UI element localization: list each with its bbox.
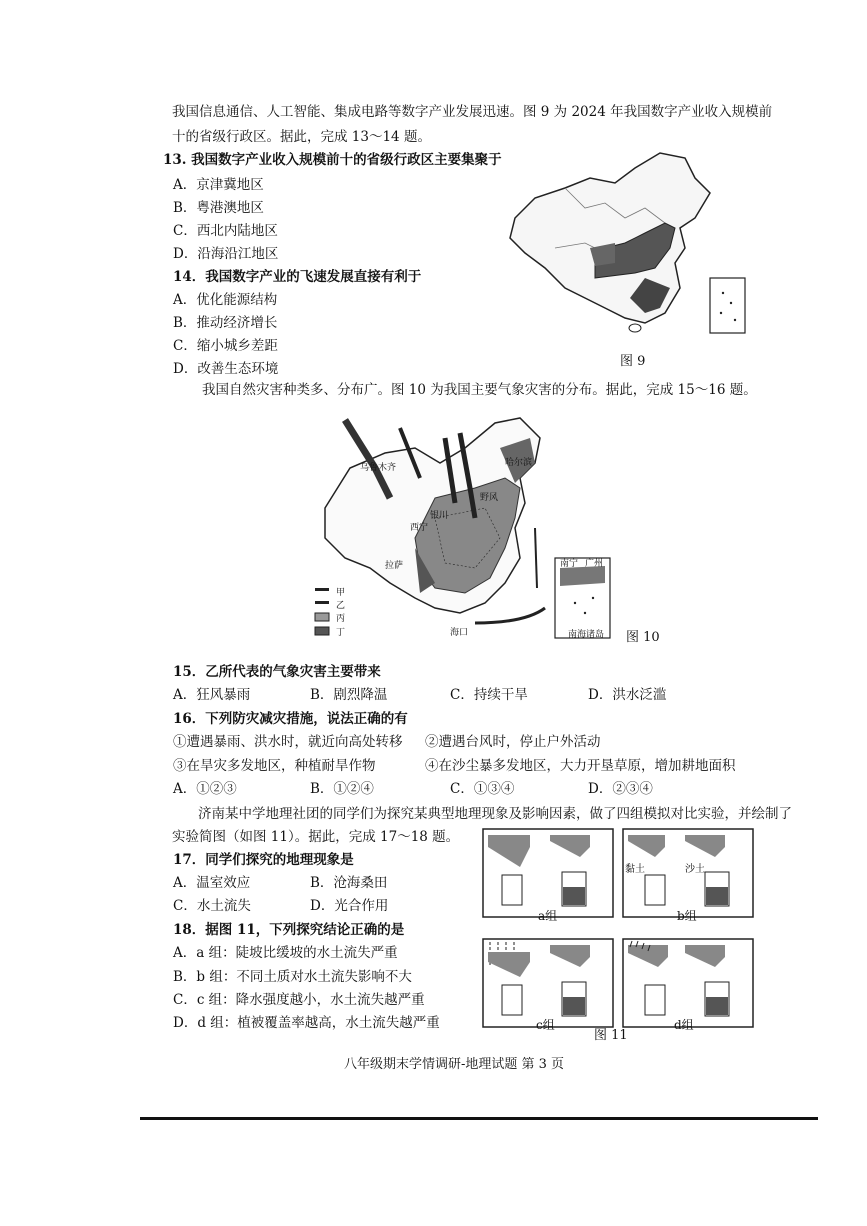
q16-option-d[interactable]: D．②③④ bbox=[588, 781, 653, 797]
q14-option-b[interactable]: B．推动经济增长 bbox=[173, 315, 278, 331]
q16-item-3: ③在旱灾多发地区，种植耐旱作物 bbox=[173, 758, 376, 774]
figure-9-map bbox=[495, 148, 750, 348]
fig11-sand-label: 沙土 bbox=[685, 864, 705, 875]
q15-option-d[interactable]: D．洪水泛滥 bbox=[588, 687, 667, 703]
place-nanning: 南宁 bbox=[560, 559, 579, 569]
q16-option-a[interactable]: A．①②③ bbox=[173, 781, 237, 797]
q14-option-c[interactable]: C．缩小城乡差距 bbox=[173, 338, 278, 354]
figure-11-experiments bbox=[480, 827, 760, 1032]
q14-option-a[interactable]: A．优化能源结构 bbox=[173, 292, 278, 308]
q18-stem: 18．据图 11，下列探究结论正确的是 bbox=[173, 922, 405, 938]
legend-bing: 丙 bbox=[336, 614, 346, 624]
q16-option-c[interactable]: C．①③④ bbox=[450, 781, 515, 797]
place-harbin: 哈尔滨 bbox=[505, 458, 533, 468]
figure-11-caption: 图 11 bbox=[594, 1028, 628, 1043]
q18-option-c[interactable]: C．c 组：降水强度越小，水土流失越严重 bbox=[173, 992, 425, 1008]
q18-option-b[interactable]: B．b 组：不同土质对水土流失影响不大 bbox=[173, 969, 412, 985]
fig11-group-b-label: b组 bbox=[677, 909, 697, 923]
place-haikou: 海口 bbox=[450, 628, 469, 638]
place-urumqi: 乌鲁木齐 bbox=[360, 463, 397, 473]
q15-stem: 15．乙所代表的气象灾害主要带来 bbox=[173, 664, 381, 680]
intro-2-line-1: 我国自然灾害种类多、分布广。图 10 为我国主要气象灾害的分布。据此，完成 15～16 题。 bbox=[202, 382, 757, 398]
q13-option-b[interactable]: B．粤港澳地区 bbox=[173, 200, 264, 216]
fig11-group-c-label: c组 bbox=[536, 1018, 555, 1032]
q18-option-a[interactable]: A．a 组：陡坡比缓坡的水土流失严重 bbox=[173, 945, 398, 961]
q17-option-b[interactable]: B．沧海桑田 bbox=[310, 875, 388, 891]
figure-10-caption: 图 10 bbox=[626, 630, 660, 645]
intro-3-line-1: 济南某中学地理社团的同学们为探究某典型地理现象及影响因素，做了四组模拟对比实验，并绘制了 bbox=[198, 806, 792, 822]
intro-1-line-1: 我国信息通信、人工智能、集成电路等数字产业发展迅速。图 9 为 2024 年我国数字产业收入规模前 bbox=[172, 104, 773, 120]
bottom-rule bbox=[140, 1117, 818, 1120]
fig11-group-d-label: d组 bbox=[674, 1018, 694, 1032]
q13-option-c[interactable]: C．西北内陆地区 bbox=[173, 223, 278, 239]
q14-stem: 14．我国数字产业的飞速发展直接有利于 bbox=[173, 269, 422, 285]
q15-option-b[interactable]: B．剧烈降温 bbox=[310, 687, 388, 703]
figure-10-map bbox=[305, 408, 620, 648]
place-lasa: 拉萨 bbox=[385, 561, 404, 571]
intro-3-line-2: 实验简图（如图 11）。据此，完成 17～18 题。 bbox=[172, 829, 460, 845]
q16-option-b[interactable]: B．①②④ bbox=[310, 781, 374, 797]
q13-option-d[interactable]: D．沿海沿江地区 bbox=[173, 246, 279, 262]
place-guangzhou: 广州 bbox=[585, 559, 604, 569]
place-xining: 西宁 bbox=[410, 523, 429, 533]
fig11-clay-label: 黏土 bbox=[625, 864, 645, 875]
q13-option-a[interactable]: A．京津冀地区 bbox=[173, 177, 264, 193]
place-south-china-sea-islands: 南海诸岛 bbox=[568, 630, 605, 640]
q13-stem: 13. 我国数字产业收入规模前十的省级行政区主要集聚于 bbox=[163, 152, 502, 168]
place-yefeng: 野风 bbox=[480, 493, 499, 503]
q15-option-c[interactable]: C．持续干旱 bbox=[450, 687, 528, 703]
q17-stem: 17．同学们探究的地理现象是 bbox=[173, 852, 354, 868]
q14-option-d[interactable]: D．改善生态环境 bbox=[173, 361, 279, 377]
figure-9-caption: 图 9 bbox=[620, 354, 646, 369]
q17-option-d[interactable]: D．光合作用 bbox=[310, 898, 389, 914]
q16-stem: 16．下列防灾减灾措施，说法正确的有 bbox=[173, 711, 408, 727]
q17-option-a[interactable]: A．温室效应 bbox=[173, 875, 251, 891]
intro-1-line-2: 十的省级行政区。据此，完成 13～14 题。 bbox=[172, 129, 431, 145]
legend-jia: 甲 bbox=[336, 588, 346, 598]
q18-option-d[interactable]: D．d 组：植被覆盖率越高，水土流失越严重 bbox=[173, 1015, 440, 1031]
place-yinchuan: 银川 bbox=[430, 511, 449, 521]
q16-item-2: ②遭遇台风时，停止户外活动 bbox=[425, 734, 601, 750]
q17-option-c[interactable]: C．水土流失 bbox=[173, 898, 251, 914]
legend-ding: 丁 bbox=[336, 628, 346, 638]
fig11-group-a-label: a组 bbox=[538, 909, 558, 923]
legend-yi: 乙 bbox=[336, 601, 346, 611]
q16-item-1: ①遭遇暴雨、洪水时，就近向高处转移 bbox=[173, 734, 403, 750]
q15-option-a[interactable]: A．狂风暴雨 bbox=[173, 687, 251, 703]
q16-item-4: ④在沙尘暴多发地区，大力开垦草原，增加耕地面积 bbox=[425, 758, 736, 774]
page-footer: 八年级期末学情调研-地理试题 第 3 页 bbox=[344, 1057, 565, 1072]
